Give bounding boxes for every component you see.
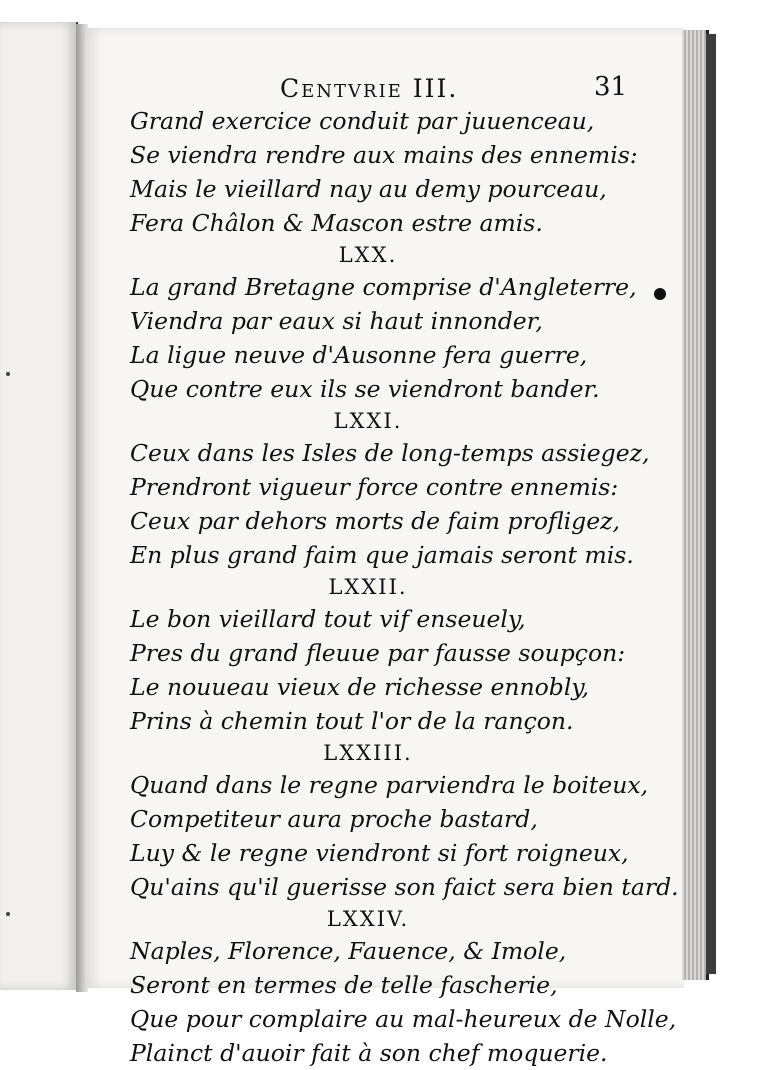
quatrain	[130, 572, 670, 738]
verse-line: Quand dans le regne parviendra le boiteux,	[130, 771, 649, 799]
running-head: Centvrie III.	[280, 74, 459, 103]
quatrain-number: LXXII.	[328, 575, 408, 599]
verse-line: Qu'ains qu'il guerisse son faict sera bien tard.	[130, 873, 679, 901]
stray-mark	[6, 912, 10, 916]
verse-line: La grand Bretagne comprise d'Angleterre,	[130, 273, 637, 301]
verse-line: Que contre eux ils se viendront bander.	[130, 375, 600, 403]
page-number: 31	[594, 72, 628, 102]
verse-line: Pres du grand fleuue par fausse soupçon:	[130, 639, 626, 667]
verse-line: Luy & le regne viendront si fort roigneux,	[130, 839, 629, 867]
verse-line: Prendront vigueur force contre ennemis:	[130, 473, 619, 501]
quatrain-number: LXXIII.	[323, 741, 413, 765]
verse-line: Naples, Florence, Fauence, & Imole,	[130, 937, 567, 965]
verse-line: Plainct d'auoir fait à son chef moquerie.	[130, 1039, 608, 1067]
quatrain-number: LXXI.	[333, 409, 403, 433]
quatrain	[130, 738, 679, 904]
quatrain-number: LXX.	[338, 243, 398, 267]
verse-text	[130, 104, 679, 1070]
verse-line: Le nouueau vieux de richesse ennobly,	[130, 673, 589, 701]
verse-line: Le bon vieillard tout vif enseuely,	[130, 605, 526, 633]
verse-line: Viendra par eaux si haut innonder,	[130, 307, 543, 335]
verse-line: Seront en termes de telle fascherie,	[130, 971, 558, 999]
quatrain	[130, 904, 677, 1070]
verse-line: Prins à chemin tout l'or de la rançon.	[130, 707, 574, 735]
left-page-edge	[0, 22, 78, 990]
quatrain-number: LXXIV.	[326, 907, 410, 931]
page-stack-edge	[682, 30, 709, 980]
quatrain	[130, 406, 670, 572]
verse-line: Fera Châlon & Mascon estre amis.	[130, 209, 543, 237]
verse-line: La ligue neuve d'Ausonne fera guerre,	[130, 341, 588, 369]
stray-mark	[6, 372, 10, 376]
quatrain	[130, 104, 670, 240]
verse-line: En plus grand faim que jamais seront mis.	[130, 541, 634, 569]
book-cover-edge	[706, 34, 716, 974]
verse-line: Se viendra rendre aux mains des ennemis:	[130, 141, 638, 169]
verse-line: Ceux par dehors morts de faim profligez,	[130, 507, 620, 535]
verse-line: Grand exercice conduit par juuenceau,	[130, 107, 595, 135]
verse-line: Mais le vieillard nay au demy pourceau,	[130, 175, 607, 203]
verse-line: Ceux dans les Isles de long-temps assiegez,	[130, 439, 650, 467]
quatrain	[130, 240, 670, 406]
verse-line: Competiteur aura proche bastard,	[130, 805, 538, 833]
verse-line: Que pour complaire au mal-heureux de Nolle,	[130, 1005, 677, 1033]
